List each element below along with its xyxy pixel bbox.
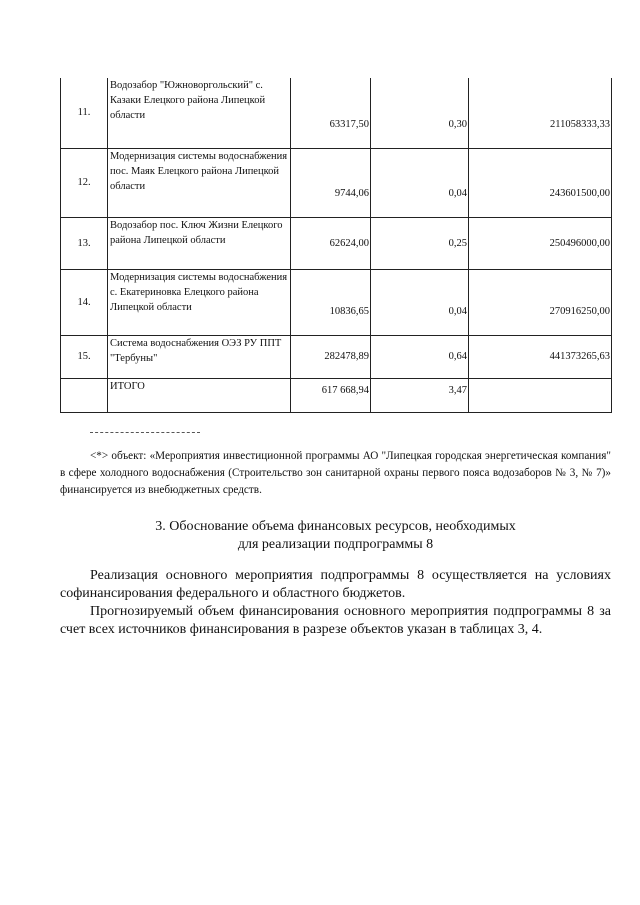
- object-name: Водозабор пос. Ключ Жизни Елецкого района Липецкой области: [108, 217, 291, 269]
- value-share: 0,64: [371, 335, 469, 378]
- value-total: 250496000,00: [469, 217, 612, 269]
- table-row: [61, 148, 612, 217]
- table-total-row: [61, 378, 612, 412]
- value-share: 0,25: [371, 217, 469, 269]
- total-value: [469, 378, 612, 412]
- section-title-line: для реализации подпрограммы 8: [237, 537, 434, 552]
- value-total: 243601500,00: [469, 148, 612, 217]
- value-share: 0,04: [371, 269, 469, 335]
- section-title: [60, 518, 611, 554]
- total-share: 3,47: [371, 378, 469, 412]
- object-name: Модернизация системы водоснабжения с. Екатериновка Елецкого района Липецкой области: [108, 269, 291, 335]
- footnote-text: <*> объект: «Мероприятия инвестиционной программы АО "Липецкая городская энергетическая компания" в сфере холодного водоснабжения (Строительство зон санитарной охраны первого пояса водозаборов № 3, № 7)» финансируется из внебюджетных средств.: [60, 450, 611, 496]
- footnote-divider: [90, 432, 200, 433]
- object-name: Модернизация системы водоснабжения пос. Маяк Елецкого района Липецкой области: [108, 148, 291, 217]
- value-share: 0,30: [371, 78, 469, 148]
- total-label: ИТОГО: [108, 378, 291, 412]
- table-row: [61, 335, 612, 378]
- table-row: [61, 217, 612, 269]
- object-name: Система водоснабжения ОЭЗ РУ ППТ "Тербуны": [108, 335, 291, 378]
- financing-table: [60, 78, 612, 413]
- paragraph: Реализация основного мероприятия подпрограммы 8 осуществляется на условиях софинансирования федерального и областного бюджетов.: [60, 568, 611, 601]
- paragraph: Прогнозируемый объем финансирования основного мероприятия подпрограммы 8 за счет всех источников финансирования в разрезе объектов указан в таблицах 3, 4.: [60, 604, 611, 637]
- row-number: 12.: [61, 148, 108, 217]
- value-total: 211058333,33: [469, 78, 612, 148]
- value-cost: 282478,89: [291, 335, 371, 378]
- total-cost: 617 668,94: [291, 378, 371, 412]
- row-number: 14.: [61, 269, 108, 335]
- value-cost: 63317,50: [291, 78, 371, 148]
- table-row: [61, 269, 612, 335]
- row-number: [61, 378, 108, 412]
- table-row: [61, 78, 612, 148]
- value-cost: 9744,06: [291, 148, 371, 217]
- row-number: 11.: [61, 78, 108, 148]
- value-cost: 10836,65: [291, 269, 371, 335]
- row-number: 15.: [61, 335, 108, 378]
- value-total: 441373265,63: [469, 335, 612, 378]
- value-cost: 62624,00: [291, 217, 371, 269]
- object-name: Водозабор "Южноворгольский" с. Казаки Елецкого района Липецкой области: [108, 78, 291, 148]
- value-share: 0,04: [371, 148, 469, 217]
- value-total: 270916250,00: [469, 269, 612, 335]
- section-title-line: 3. Обоснование объема финансовых ресурсов, необходимых: [155, 519, 516, 534]
- row-number: 13.: [61, 217, 108, 269]
